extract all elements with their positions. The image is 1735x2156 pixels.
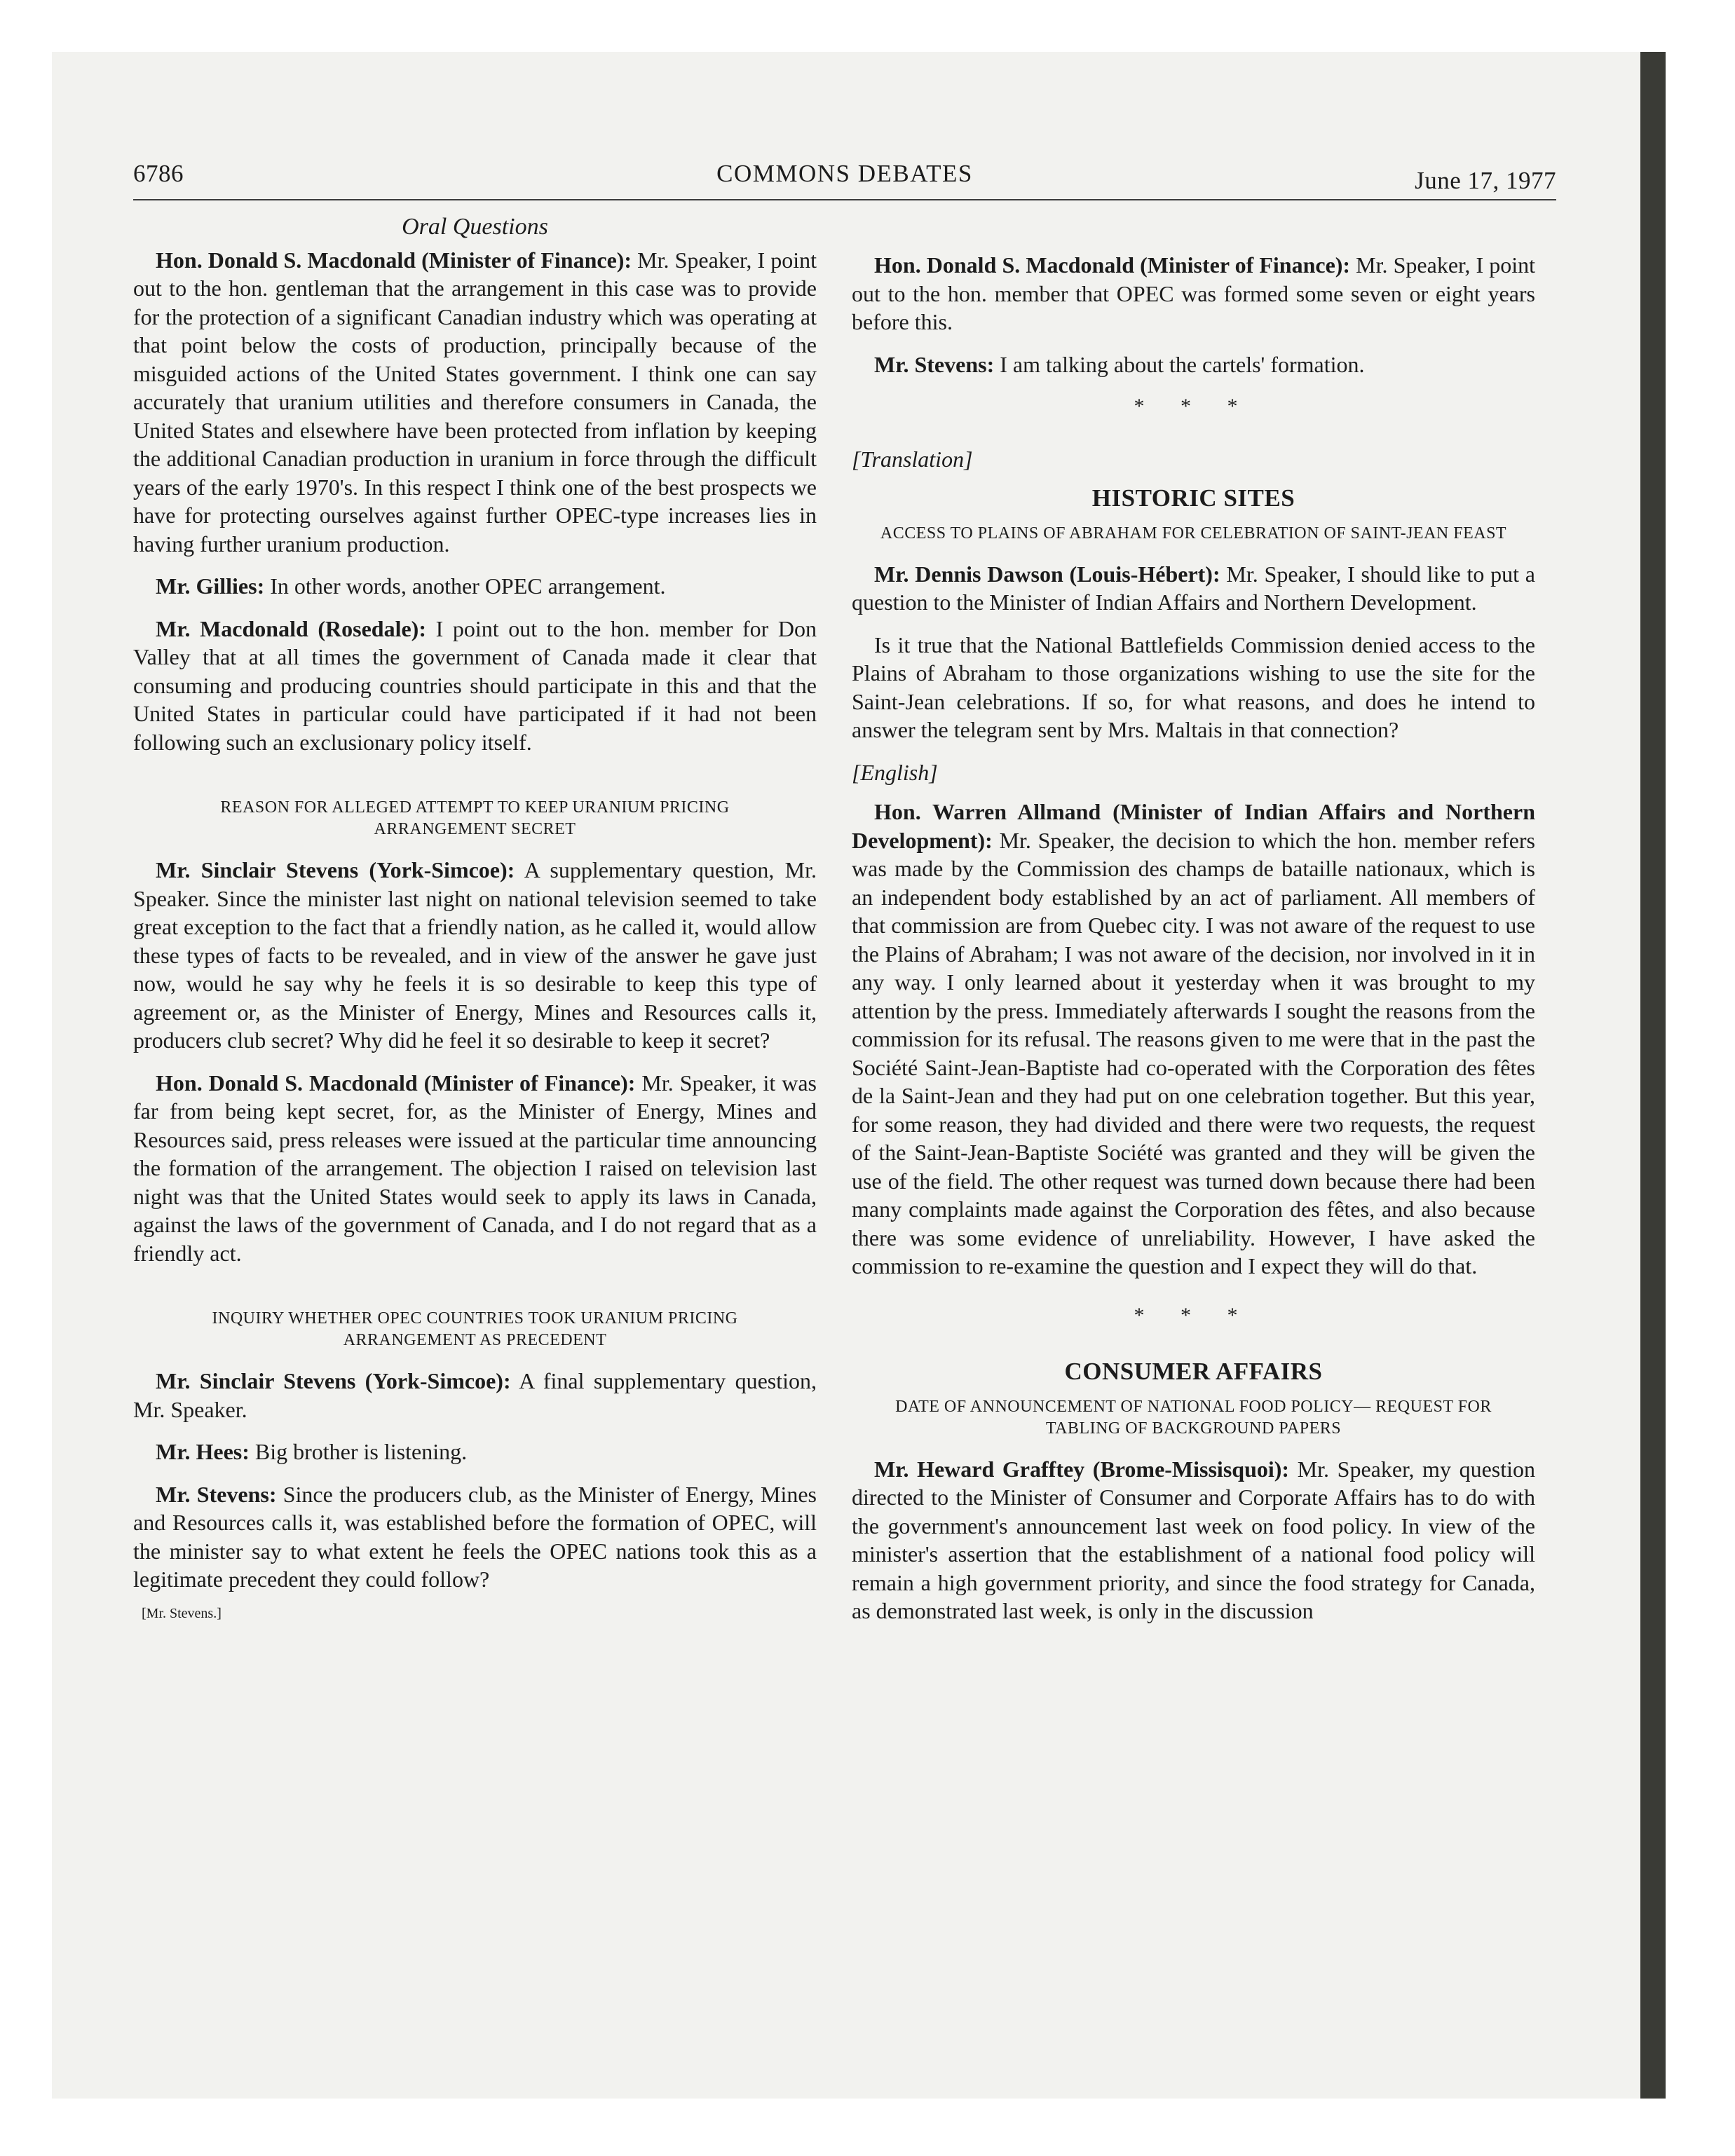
section-heading: HISTORIC SITES: [1091, 484, 1295, 512]
left-column: [133, 210, 817, 1628]
section-title: Oral Questions: [402, 214, 548, 240]
speaker-name: Mr. Sinclair Stevens (York-Simcoe):: [156, 1368, 511, 1393]
right-column: [852, 210, 1535, 1639]
speaker-name: Mr. Stevens:: [156, 1481, 277, 1507]
paragraph: [133, 856, 817, 1055]
subheading: ACCESS TO PLAINS OF ABRAHAM FOR CELEBRATION OF SAINT-JEAN FEAST: [880, 524, 1507, 543]
speech-text: I am talking about the cartels' formation.: [994, 351, 1365, 377]
language-marker: [English]: [852, 759, 938, 785]
paragraph: [133, 1480, 817, 1594]
section-heading: CONSUMER AFFAIRS: [1064, 1358, 1323, 1385]
page-date: June 17, 1977: [1415, 167, 1556, 194]
paragraph: [852, 1455, 1535, 1625]
speech-text: In other words, another OPEC arrangement.: [264, 573, 666, 599]
paragraph: [133, 572, 817, 601]
paragraph: [852, 560, 1535, 617]
speech-text: Is it true that the National Battlefields Commission denied access to the Plains of Abraham to those organizations wishing to use the site for the Saint-Jean celebrations. If so, for what reasons, and does he intend to answer the telegram sent by Mrs. Maltais in that connection?: [852, 632, 1535, 742]
paragraph: [852, 251, 1535, 336]
speech-text: Big brother is listening.: [249, 1439, 468, 1464]
section-separator: * * *: [1134, 395, 1253, 418]
speech-text: A final supplementary question, Mr. Speaker.: [133, 1368, 817, 1422]
section-separator: * * *: [1134, 1303, 1253, 1327]
paragraph: [852, 631, 1535, 744]
speaker-name: Hon. Donald S. Macdonald (Minister of Finance):: [156, 1070, 636, 1096]
paragraph: [133, 246, 817, 559]
speaker-name: Mr. Hees:: [156, 1439, 250, 1464]
speech-text: Mr. Speaker, I point out to the hon. member that OPEC was formed some seven or eight years before this.: [852, 252, 1536, 334]
subheading: REASON FOR ALLEGED ATTEMPT TO KEEP URANIUM PRICING ARRANGEMENT SECRET: [220, 798, 730, 838]
page-header: [133, 160, 1556, 202]
speaker-name: Mr. Stevens:: [874, 351, 995, 377]
paragraph: [133, 1069, 817, 1268]
speech-text: Mr. Speaker, I point out to the hon. gentleman that the arrangement in this case was to provide for the protection of a significant Canadian industry which was operating at that point below the costs of production, principally because of the misguided actions of the United States government. I think one can say accurately that uranium utilities and therefore consumers in Canada, the United States and elsewhere have been protected from inflation by keeping the additional Canadian production in uranium in force through the difficult years of the early 1970's. In this respect I think one of the best prospects we have for protecting ourselves against further OPEC-type increases lies in having further uranium production.: [133, 247, 817, 557]
speaker-name: Hon. Donald S. Macdonald (Minister of Finance):: [156, 247, 632, 273]
speaker-name: Mr. Dennis Dawson (Louis-Hébert):: [874, 561, 1220, 587]
speech-text: Mr. Speaker, I should like to put a question to the Minister of Indian Affairs and Northern Development.: [852, 561, 1536, 615]
publication-title: COMMONS DEBATES: [716, 160, 973, 187]
speech-text: I point out to the hon. member for Don Valley that at all times the government of Canada made it clear that consuming and producing countries should participate in this and that the United States in particular could have participated if it had not been following such an exclusionary policy itself.: [133, 615, 817, 755]
paragraph: [133, 1438, 817, 1466]
language-marker: [Translation]: [852, 446, 973, 472]
speaker-name: Hon. Warren Allmand (Minister of Indian Affairs and Northern Development):: [852, 799, 1535, 853]
scan-edge: [1640, 52, 1666, 2099]
subheading: INQUIRY WHETHER OPEC COUNTRIES TOOK URANIUM PRICING ARRANGEMENT AS PRECEDENT: [212, 1309, 738, 1349]
paragraph: [133, 1367, 817, 1424]
subheading: DATE OF ANNOUNCEMENT OF NATIONAL FOOD POLICY— REQUEST FOR TABLING OF BACKGROUND PAPERS: [895, 1397, 1492, 1438]
speech-text: Mr. Speaker, my question directed to the Minister of Consumer and Corporate Affairs has to do with the government's announcement last week on food policy. In view of the minister's assertion that the establishment of a national food policy will remain a high government priority, and since the food strategy for Canada, as demonstrated last week, is only in the discussion: [852, 1456, 1536, 1623]
speech-text: Mr. Speaker, the decision to which the hon. member refers was made by the Commission des champs de bataille nationaux, which is an independent body established by an act of parliament. All members of that commission are from Quebec city. I was not aware of the request to use the Plains of Abraham; I was not aware of the decision, nor involved in it in any way. I only learned about it yesterday when it was brought to my attention by the press. Immediately afterwards I sought the reasons from the commission for its refusal. The reasons given to me were that in the past the Société Saint-Jean-Baptiste had co-operated with the Corporation des fêtes de la Saint-Jean and they had put on one celebration together. But this year, for some reason, they had divided and there were two requests, the request of the Saint-Jean-Baptiste Société was granted and they will be given the use of the field. The other request was turned down because there had been many complaints made against the Corporation des fêtes, and also because there was some evidence of unreliability. However, I have asked the commission to re-examine the question and I expect they will do that.: [852, 827, 1535, 1278]
speaker-name: Mr. Gillies:: [156, 573, 265, 599]
speech-text: Since the producers club, as the Minister of Energy, Mines and Resources calls it, was established before the formation of OPEC, will the minister say to what extent he feels the OPEC nations took this as a legitimate precedent they could follow?: [133, 1481, 817, 1592]
paragraph: [852, 798, 1535, 1281]
header-rule: [133, 199, 1556, 200]
speech-text: Mr. Speaker, it was far from being kept secret, for, as the Minister of Energy, Mines and Resources said, press releases were issued at the particular time announcing the formation of the arrangement. The objection I raised on television last night was that the United States would seek to apply its laws in Canada, against the laws of the government of Canada, and I do not regard that as a friendly act.: [133, 1070, 817, 1266]
speech-text: A supplementary question, Mr. Speaker. Since the minister last night on national television seemed to take great exception to the fact that a friendly nation, as he called it, would allow these types of facts to be revealed, and in view of the answer he gave just now, would he say why he feels it is so desirable to keep this type of agreement or, as the Minister of Energy, Mines and Resources calls it, producers club secret? Why did he feel it so desirable to keep it secret?: [133, 857, 817, 1053]
footnote: [Mr. Stevens.]: [142, 1605, 222, 1621]
speaker-name: Mr. Heward Grafftey (Brome-Missisquoi):: [874, 1456, 1290, 1482]
speaker-name: Mr. Sinclair Stevens (York-Simcoe):: [156, 857, 515, 882]
speaker-name: Mr. Macdonald (Rosedale):: [156, 615, 426, 641]
paragraph: [852, 350, 1535, 379]
page-number: 6786: [133, 160, 184, 187]
paragraph: [133, 615, 817, 757]
speaker-name: Hon. Donald S. Macdonald (Minister of Finance):: [874, 252, 1351, 278]
